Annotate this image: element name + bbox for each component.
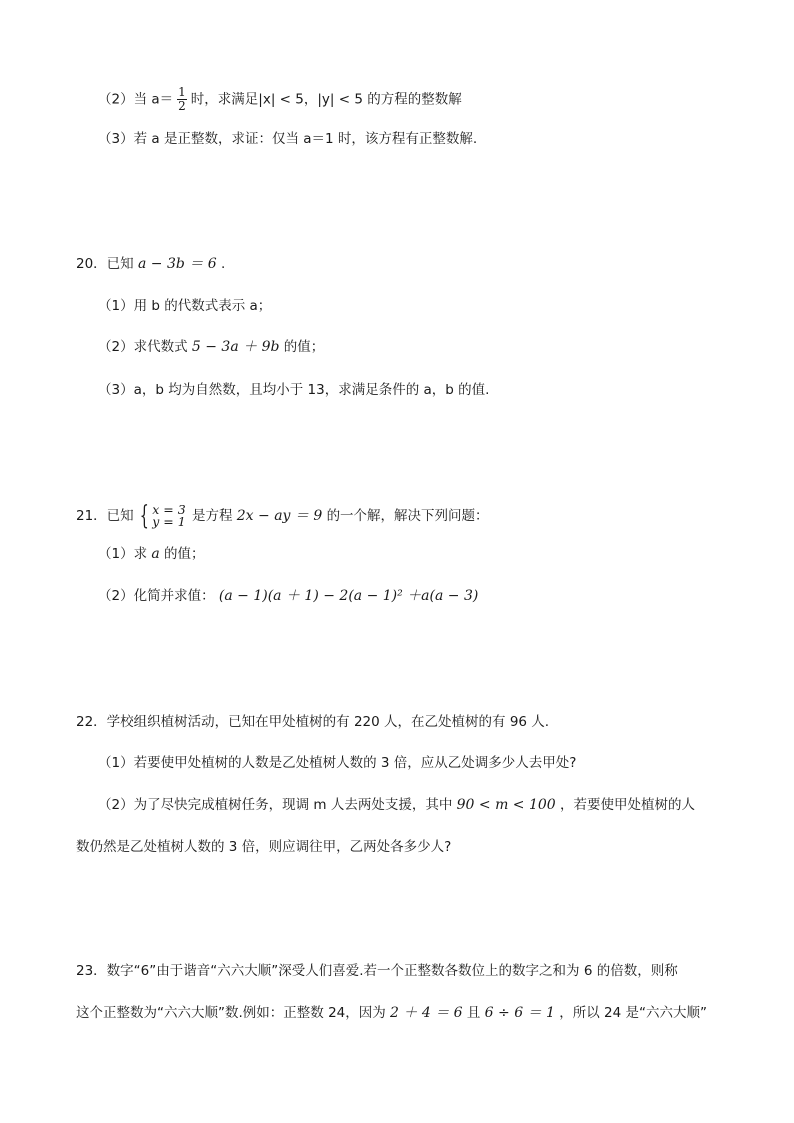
q23-line2-text-b: 且 [466, 1005, 481, 1021]
q23-line2-equation2: 6 ÷ 6 ＝ 1 [484, 1005, 555, 1021]
q20-part2-text-a: （2）求代数式 [98, 339, 188, 355]
q21-stem-text-a: 21．已知 [76, 508, 134, 524]
q21-stem-text-c: 的一个解，解决下列问题： [326, 508, 489, 524]
q20-stem-text-b: . [220, 256, 226, 272]
q23-line1: 23．数字“6”由于谐音“六六大顺”深受人们喜爱.若一个正整数各数位上的数字之和为 6 的倍数，则称 [76, 963, 678, 979]
q22-part1: （1）若要使甲处植树的人数是乙处植树人数的 3 倍，应从乙处调多少人去甲处? [98, 755, 577, 771]
q21-stem-text-b: 是方程 [191, 508, 233, 524]
q20-stem-equation: a − 3b ＝ 6 [137, 256, 217, 272]
q20-part2-text-b: 的值； [283, 339, 325, 355]
q21-equation-system [136, 503, 186, 529]
q21-part1-variable: a [151, 546, 160, 562]
q22-stem: 22．学校组织植树活动，已知在甲处植树的有 220 人，在乙处植树的有 96 人. [76, 714, 550, 730]
q23-line2-text-c: ，所以 24 是“六六大顺” [559, 1005, 707, 1021]
q21-part2-expression: (a − 1)(a ＋ 1) − 2(a − 1)² ＋a(a − 3) [218, 588, 479, 604]
q19-part2-text-a: （2）当 a＝ [98, 91, 174, 108]
q19-part2-text-b: 时，求满足|x| < 5，|y| < 5 的方程的整数解 [190, 91, 462, 108]
q20-part1: （1）用 b 的代数式表示 a； [98, 298, 272, 314]
fraction-numerator: 1 [178, 85, 186, 99]
q22-part2-inequality: 90 < m < 100 [456, 797, 556, 813]
q19-part2 [98, 86, 462, 113]
q21-system-y: y = 1 [152, 514, 186, 529]
fraction-one-half [177, 86, 187, 113]
q21-part2 [98, 586, 478, 606]
q22-part2-text-a: （2）为了尽快完成植树任务，现调 m 人去两处支援，其中 [98, 797, 453, 813]
fraction-denominator: 2 [178, 99, 186, 113]
q20-stem-text-a: 20．已知 [76, 256, 134, 272]
q21-part1-text-a: （1）求 [98, 546, 148, 562]
q20-stem [76, 254, 225, 274]
q23-line2 [76, 1003, 707, 1023]
left-brace-icon: { [139, 501, 149, 531]
q20-part3: （3）a，b 均为自然数，且均小于 13，求满足条件的 a，b 的值. [98, 382, 490, 398]
q20-part2 [98, 337, 324, 357]
q21-system-x: x = 3 [152, 502, 186, 517]
q21-part1 [98, 544, 205, 564]
q21-stem [76, 503, 489, 529]
q21-part1-text-b: 的值； [164, 546, 205, 562]
q23-line2-equation1: 2 ＋ 4 ＝ 6 [390, 1005, 463, 1021]
q23-line2-text-a: 这个正整数为“六六大顺”数.例如：正整数 24，因为 [76, 1005, 386, 1021]
q19-part3: （3）若 a 是正整数，求证：仅当 a＝1 时，该方程有正整数解. [98, 131, 478, 147]
q21-system-rows [152, 504, 185, 528]
q22-part2-text-b: ，若要使甲处植树的人 [560, 797, 695, 813]
q22-part2 [98, 795, 695, 815]
q21-stem-equation: 2x − ay ＝ 9 [236, 508, 323, 524]
q22-part2-line2: 数仍然是乙处植树人数的 3 倍，则应调往甲，乙两处各多少人? [76, 839, 452, 855]
q21-part2-text-a: （2）化简并求值： [98, 588, 215, 604]
q20-part2-expression: 5 − 3a ＋ 9b [191, 339, 280, 355]
